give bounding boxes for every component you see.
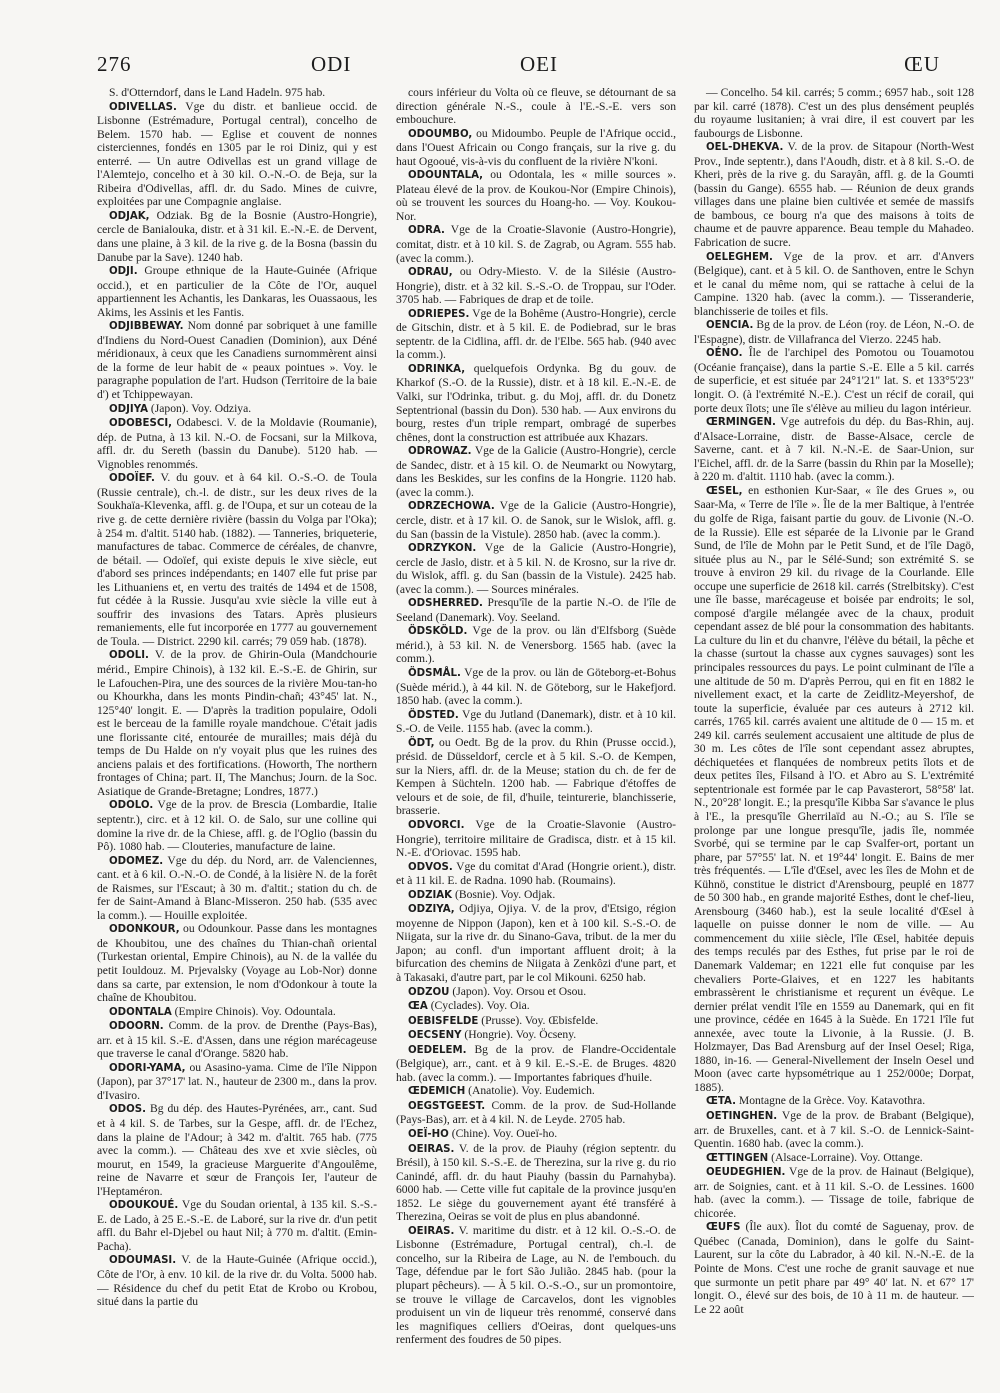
dictionary-entry (694, 415, 974, 484)
text-columns (97, 86, 974, 1373)
dictionary-entry (97, 798, 377, 853)
dictionary-entry (396, 307, 676, 362)
dictionary-entry (396, 596, 676, 624)
dictionary-entry (694, 346, 974, 415)
dictionary-entry (97, 1253, 377, 1308)
entry-text: (Anatolie). Voy. Eudemich. (468, 1084, 595, 1098)
entry-text: Vge du Jutland (Danemark), distr. et à 10 kil. S.-O. de Veile. 1155 hab. (avec la comm.). (396, 707, 676, 736)
entry-text: (Île aux). Îlot du comté de Saguenay, prov. de Québec (Canada, Dominion), dans le golfe du Saint-Laurent, sur la côte du Labrador, à 40 kil. N.-N.-E. de la Pointe de Mons. C'est une roche de granit sauvage et nue que surmonte un petit phare par 49° 40' lat. N. et 67° 17' longit. O., élevé sur des bois, de 10 à 11 m. de hauteur. — Le 22 août (694, 1220, 974, 1316)
entry-headword: ŒA (408, 1001, 428, 1013)
dictionary-entry (694, 1109, 974, 1151)
entry-text: Vge de la prov. et arr. d'Anvers (Belgique), cant. et à 5 kil. O. de Santhoven, entre le Schyn et le canal du même nom, qui se rattache à celui de la Campine. 1320 hab. (avec la comm.). — Tisseranderie, blanchisserie de toiles et fils. (694, 249, 974, 318)
dictionary-entry (97, 1061, 377, 1103)
dictionary-entry (97, 854, 377, 923)
dictionary-entry (97, 471, 377, 648)
dictionary-entry (694, 1094, 974, 1109)
entry-headword: ODVORCI. (408, 819, 465, 831)
entry-headword: OECSENY (408, 1030, 462, 1042)
dictionary-entry (396, 1142, 676, 1224)
entry-text: ou Odry-Miesto. V. de la Silésie (Austro-Hongrie), distr. et à 32 kil. S.-S.-O. de Troppau, sur l'Oder. 3705 hab. — Fabriques de drap et de toile. (396, 265, 676, 307)
entry-text: Vge du distr. et banlieue occid. de Lisbonne (Estrémadure, Portugal central), concelho de Belem. 1570 hab. — Eglise et couvent de nonnes cisterciennes, fondés en 1305 par le roi Diniz, qui y est enterré. — Un autre Odivellas est un grand village de l'Alemtejo, concelho et à 30 kil. O.-N.-O. de Beja, sur la Ribeira d'Odivellas, affl. dr. du Sado. Mines de cuivre, exploitées par une Compagnie anglaise. (97, 99, 377, 209)
entry-text: V. du gouv. et à 64 kil. O.-S.-O. de Toula (Russie centrale), ch.-l. de distr., sur les deux rives de la Soukhaïa-Klevenka, affl. g. de l'Oupa, et sur un coteau de la rive g. de cette dernière rivière (bassin du Volga par l'Oka); à 254 m. d'altit. 5140 hab. (1882). — Tanneries, briqueterie, manufactures de tabac. Commerce de céréales, de chanvre, de bétail. — Odoïef, qui existe depuis le xive siècle, eut d'abord ses princes indépendants; en 1407 elle fut prise par les Lithuaniens et, en vertu des traités de 1494 et de 1508, fut cédée à la Russie. Jusqu'au xvie siècle la ville eut à souffrir des invasions des Tatars. Après plusieurs remaniements, elle fut incorporée en 1777 au gouvernement de Toula. — District. 2290 kil. carrés; 79 059 hab. (1878). (97, 471, 377, 648)
entry-text: Vge de la prov. ou län d'Elfsborg (Suède mérid.), à 53 kil. N. de Venersborg. 1565 hab. (avec la comm.). (396, 624, 676, 666)
dictionary-entry (97, 100, 377, 209)
guide-word-center: OEI (520, 52, 558, 76)
dictionary-entry (396, 1028, 676, 1043)
entry-headword: ODORI-YAMA, (109, 1062, 186, 1074)
dictionary-entry (694, 1165, 974, 1220)
dictionary-entry (396, 999, 676, 1014)
entry-headword: OEL-DHEKVA. (706, 142, 784, 154)
dictionary-entry (396, 1043, 676, 1085)
dictionary-entry (396, 902, 676, 984)
entry-text: (Chine). Voy. Oueï-ho. (451, 1127, 558, 1141)
entry-text: Comm. de la prov. de Drenthe (Pays-Bas), arr. et à 15 kil. S.-E. d'Assen, dans une région marécageuse que traverse le canal d'Orange. 5820 hab. (97, 1019, 377, 1061)
dictionary-entry (694, 318, 974, 346)
entry-text: (Japon). Voy. Orsou et Osou. (452, 984, 587, 998)
entry-text: V. de la prov. de Ghirin-Oula (Mandchourie mérid., Empire Chinois), à 132 kil. E.-S.-E. de Ghirin, sur le Lafouchen-Pira, une des sources de la rivière Mou-tan-ho ou Khourkha, dans les monts Pindin-chañ; 43°45' lat. N., 125°40' longit. E. — D'après la tradition populaire, Odoli est le berceau de la famille royale mandchoue. C'était jadis une florissante cité, entourée de murailles; mais déjà du temps de Du Halde on n'y voyait plus que les ruines des anciens palais et des fortifications. (Howorth, The northern frontages of China; part. II, The Manchus; Journ. de la Soc. Asiatique de Grande-Bretagne; Londres, 1877.) (97, 648, 377, 798)
entry-headword: ODZIYA, (408, 904, 455, 916)
dictionary-entry (694, 1151, 974, 1166)
entry-headword: ODOORN. (109, 1021, 164, 1033)
entry-headword: OEIRAS. (408, 1225, 455, 1237)
dictionary-entry (396, 86, 676, 127)
entry-headword: ODOLI. (109, 650, 149, 662)
entry-headword: ŒTA. (706, 1096, 736, 1108)
dictionary-entry (396, 127, 676, 169)
entry-headword: OÉNO. (706, 348, 743, 360)
dictionary-entry (396, 985, 676, 1000)
entry-text: ou Asasino-yama. Cime de l'île Nippon (Japon), par 37°17' lat. N., hauteur de 2300 m., dans la prov. d'Ivasiro. (97, 1060, 377, 1102)
entry-headword: ODSHERRED. (408, 598, 483, 610)
dictionary-entry (396, 541, 676, 596)
entry-headword: ODOBESCI, (109, 418, 172, 430)
entry-text: Presqu'île de la partie N.-O. de l'île de Seeland (Danemark). Voy. Seeland. (396, 596, 676, 624)
entry-headword: ODJIYA (109, 403, 148, 415)
entry-headword: ODVOS. (408, 861, 453, 873)
entry-text: V. de la prov. de Piauhy (région septentr. du Brésil), à 150 kil. S.-S.-E. de Therezina, sur la rive g. du rio Canindé, affl. dr. du haut Piauhy (bassin du Parnahyba). 6000 hab. — Cette ville fut capitale de la province jusqu'en 1852. Le siège du gouvernement ayant été transféré à Therezina, Oeiras se voit de plus en plus abandonné. (396, 1141, 676, 1224)
entry-headword: ODOUMASI. (109, 1255, 177, 1267)
dictionary-entry (396, 818, 676, 860)
page-number: 276 (97, 52, 132, 76)
entry-text: Vge de la Galicie (Austro-Hongrie), cercle de Sandec, distr. et à 15 kil. O. de Neumarkt ou Nowytarg, dans les Beskides, sur les confins de la Hongrie. 1120 hab. (avec la comm.). (396, 444, 676, 499)
dictionary-entry (396, 223, 676, 265)
entry-headword: ŒUFS (706, 1222, 741, 1234)
dictionary-entry (396, 624, 676, 666)
entry-headword: OEBISFELDE (408, 1015, 479, 1027)
entry-text: — Concelho. 54 kil. carrés; 5 comm.; 6957 hab., soit 128 par kil. carré (1878). C'est un des plus densément peuplés du royaume lusitanien; à vrai dire, il est couvert par les faubourgs de Lisbonne. (694, 86, 974, 140)
entry-headword: OETINGHEN. (706, 1111, 778, 1123)
dictionary-entry (694, 250, 974, 319)
entry-text: Odjiya, Ojiya. V. de la prov, d'Etsigo, région moyenne de Nippon (Japon), ken et à 100 kil. S.-S.-O. de Niigata, sur la rive dr. du Sinano-Gava, tribut. de la mer du Japon; au confl. d'un important affluent droit; à la bifurcation des chemins de Niigata à Zenkôzi d'une part, et à Takasaki, d'autre part, par le col Mikouni. 6250 hab. (396, 902, 676, 984)
entry-text: Vge de la Galicie (Austro-Hongrie), cercle de Jaslo, distr. et à 5 kil. N. de Krosno, sur la rive dr. du Wislok, affl. g. du San (bassin de la Vistule). 2425 hab. (avec la comm.). — Sources minérales. (396, 541, 676, 596)
entry-text: Vge du Soudan oriental, à 135 kil. S.-S.-E. de Lado, à 25 E.-S.-E. de Laboré, sur la rive dr. d'un petit affl. du Bahr el-Djebel ou haut Nil; à 770 m. d'altit. (Emin-Pacha). (97, 1198, 377, 1253)
entry-text: V. maritime du distr. et à 12 kil. O.-S.-O. de Lisbonne (Estrémadure, Portugal central), ch.-l. de concelho, sur la Ribeira de Lage, au N. de l'embouch. du Tage, défendue par le fort São Julião. 2845 hab. (pour la plupart pêcheurs). — À 5 kil. O.-S.-O., sur un promontoire, se trouve le village de Carcavelos, dont les vignobles produisent un vin de liqueur très renommé, conservé dans les magnifiques celliers d'Oeiras, dont quelques-uns renferment des foudres de 50 pipes. (396, 1223, 676, 1347)
entry-text: (Japon). Voy. Odziya. (150, 401, 252, 415)
entry-text: Vge du comitat d'Arad (Hongrie orient.), distr. et à 11 kil. E. de Radna. 1090 hab. (Roumains). (396, 859, 676, 888)
dictionary-entry (694, 1220, 974, 1316)
entry-headword: ŒDEMICH (408, 1086, 466, 1098)
entry-text: (Empire Chinois). Voy. Odountala. (174, 1004, 336, 1018)
entry-text: Vge de la prov. de Brabant (Belgique), arr. de Bruxelles, cant. et à 7 kil. S.-O. de Lennick-Saint-Quentin. 1680 hab. (avec la comm.). (694, 1109, 974, 1151)
entry-headword: ODZIAK (408, 889, 453, 901)
entry-text: ou Odounkour. Passe dans les montagnes de Khoubitou, une des chaînes du Thian-chañ oriental (Turkestan oriental, Empire Chinois), au N. de la vallée du petit Iouldouz. M. Prjevalsky (Voyage au Lob-Nor) donne dans sa carte, par extension, le nom d'Odonkour à toute la chaîne de Khoubitou. (97, 922, 377, 1005)
entry-headword: ŒTTINGEN (706, 1152, 769, 1164)
entry-text: Bg de la prov. de Flandre-Occidentale (Belgique), arr., cant. et à 9 kil. E.-S.-E. de Bruges. 4820 hab. (avec la comm.). — Importantes fabriques d'huile. (396, 1042, 676, 1084)
dictionary-entry (396, 1224, 676, 1347)
dictionary-entry (396, 888, 676, 903)
dictionary-entry (396, 1127, 676, 1142)
entry-text: Vge de la Croatie-Slavonie (Austro-Hongrie), comitat, distr. et à 10 kil. S. de Zagrab, ou Agram. 555 hab. (avec la comm.). (396, 223, 676, 265)
entry-text: Odziak. Bg de la Bosnie (Austro-Hongrie), cercle de Banialouka, distr. et à 31 kil. E.-N.-E. de Dervent, dans une plaine, à 3 kil. de la rive g. de la Bosna (bassin du Danube par la Save). 1240 hab. (97, 208, 377, 264)
entry-text: Vge de la prov. ou län de Göteborg-et-Bohus (Suède mérid.), à 44 kil. N. de Göteborg, sur le Hakefjord. 1850 hab. (avec la comm.). (396, 665, 676, 708)
entry-text: (Hongrie). Voy. Öcseny. (464, 1028, 577, 1042)
entry-headword: ÖDSTED. (408, 709, 459, 721)
entry-headword: ODOUKOUÉ. (109, 1200, 179, 1212)
entry-text: Bg de la prov. de Léon (roy. de Léon, N.-O. de l'Espagne), distr. de Villafranca del Vierzo. 2245 hab. (694, 318, 974, 346)
dictionary-entry (396, 666, 676, 708)
dictionary-entry (97, 319, 377, 401)
dictionary-entry (97, 86, 377, 100)
entry-text: Nom donné par sobriquet à une famille d'Indiens du Nord-Ouest Canadien (Dominion), aux Déné méridionaux, à ceux que les Canadiens surnommèrent ainsi de la forme de leur habit de « peaux pointues ». Voy. le paragraphe population de l'art. Hudson (Territoire de la baie d') et Tchippewayan. (97, 319, 377, 402)
entry-text: (Bosnie). Voy. Odjak. (454, 887, 556, 901)
entry-text: Vge de la Bohême (Austro-Hongrie), cercle de Gitschin, distr. et à 5 kil. E. de Podiebrad, sur le bras septentr. de la Cidlina, affl. dr. de l'Elbe. 565 hab. (940 avec la comm.). (396, 306, 676, 362)
entry-text: (Cyclades). Voy. Oia. (430, 999, 530, 1013)
column-right (694, 86, 974, 1373)
entry-text: Bg du dép. des Hautes-Pyrénées, arr., cant. Sud et à 4 kil. S. de Tarbes, sur la Gespe, affl. dr. de l'Echez, dans la plaine de l'Adour; à 342 m. d'altit. 765 hab. (775 avec la comm.). — Château des xve et xvie siècles, où mourut, en 1549, la gracieuse Marguerite d'Angoulême, reine de Navarre et sœur de François Ier, l'auteur de l'Heptaméron. (97, 1102, 377, 1198)
entry-text: V. de la Haute-Guinée (Afrique occid.), Côte de l'Or, à env. 10 kil. de la rive dr. du Volta. 5000 hab. — Résidence du chef du petit Etat de Krobo ou Krobou, situé dans la partie du (97, 1253, 377, 1309)
dictionary-entry (97, 1019, 377, 1061)
dictionary-entry (97, 922, 377, 1004)
entry-headword: ODOÏEF. (109, 473, 155, 485)
dictionary-entry (694, 86, 974, 140)
entry-text: quelquefois Ordynka. Bg du gouv. de Kharkof (S.-O. de la Russie), distr. et à 18 kil. E.-N.-E. de Valki, sur l'Odrinka, tribut. g. du Moj, affl. dr. du Donetz Septentrional (bassin du Don). 530 hab. — Aux environs du bourg, restes d'un triple rempart, ombragé de superbes chênes, dont la construction est attribuée aux Khazars. (396, 361, 676, 444)
column-left (97, 86, 377, 1373)
entry-headword: ODRZECHOWA. (408, 501, 495, 513)
entry-text: Vge de la prov. de Hainaut (Belgique), arr. de Soignies, cant. et à 11 kil. S.-O. de Lessines. 1600 hab. (avec la comm.). — Tissage de toile, fabrique de chicorée. (694, 1165, 974, 1220)
column-middle (396, 86, 676, 1373)
entry-text: (Prusse). Voy. Œbisfelde. (481, 1013, 599, 1027)
entry-text: V. de la prov. de Sitapour (North-West Prov., Inde septentr.), dans l'Aoudh, distr. et à 8 kil. S.-O. de Kheri, près de la rive g. du Sarayân, affl. g. de la Goumti (bassin du Gange). 6555 hab. — Réunion de deux grands villages dans une plaine bien cultivée et semée de massifs de bambous, ce bourg n'a que des maisons à toits de chaume et de pauvre apparence. Beau temple du Mahadeo. Fabrication de sucre. (694, 140, 974, 250)
dictionary-entry (694, 484, 974, 1095)
dictionary-entry (396, 1084, 676, 1099)
dictionary-entry (694, 140, 974, 249)
entry-text: Vge du dép. du Nord, arr. de Valenciennes, cant. et à 6 kil. O.-N.-O. de Condé, à la lisière N. de la forêt de Raismes, sur l'Escaut; à 30 m. d'altit.; station du ch. de fer de Saint-Amand à Blanc-Misseron. 250 hab. (535 avec la comm.). — Houille exploitée. (97, 853, 377, 922)
dictionary-entry (396, 168, 676, 223)
entry-text: Île de l'archipel des Pomotou ou Touamotou (Océanie française), dans la partie S.-E. Elle a 5 kil. carrés de superficie, et est située par 24°1'21" lat. S. et 133°5'23" longit. O. (à l'extrémité N.-E.). C'est un récif de corail, qui porte deux îlots; une île s'élève au milieu du lagon intérieur. (694, 346, 974, 415)
entry-headword: ÖDSMÅL. (408, 667, 461, 679)
entry-headword: ŒSEL, (706, 485, 743, 497)
entry-text: Comm. de la prov. de Sud-Hollande (Pays-Bas), arr. et à 4 kil. N. de Leyde. 2705 hab. (396, 1098, 676, 1127)
entry-headword: ŒRMINGEN. (706, 417, 776, 429)
entry-headword: ODOLO. (109, 800, 154, 812)
dictionary-entry (396, 860, 676, 888)
dictionary-entry (97, 1198, 377, 1253)
entry-text: Vge de la Galicie (Austro-Hongrie), cercle, distr. et à 17 kil. O. de Sanok, sur le Wislok, affl. g. du San (bassin de la Vistule). 2850 hab. (avec la comm.). (396, 499, 676, 541)
entry-headword: OEIRAS. (408, 1143, 455, 1155)
dictionary-entry (97, 648, 377, 798)
entry-text: Groupe ethnique de la Haute-Guinée (Afrique occid.), et en particulier de la Côte de l'Or, auquel appartiennent les Achantis, les Dankaras, les Ouassaous, les Akims, les Assinis et les Fantis. (97, 264, 377, 319)
entry-text: Odabesci. V. de la Moldavie (Roumanie), dép. de Putna, à 13 kil. N.-O. de Focsani, sur la Milkova, affl. dr. du Sereth (bassin du Danube). 5120 hab. — Vignobles renommés. (97, 416, 377, 471)
entry-headword: ODIVELLAS. (109, 101, 177, 113)
entry-text: ou Midoumbo. Peuple de l'Afrique occid., dans l'Ouest Africain ou Congo français, sur la rive g. du haut Ogooué, vis-à-vis du confluent de la rivière N'koni. (396, 126, 676, 168)
entry-headword: ODROWAZ. (408, 446, 472, 458)
entry-headword: ODONTALA (109, 1006, 172, 1018)
entry-headword: OENCIA. (706, 320, 754, 332)
entry-headword: ODZOU (408, 986, 450, 998)
dictionary-entry (97, 402, 377, 417)
entry-headword: OELEGHEM. (706, 251, 773, 263)
dictionary-entry (396, 708, 676, 736)
dictionary-entry (97, 1102, 377, 1198)
dictionary-entry (396, 736, 676, 818)
entry-headword: ODRAU, (408, 267, 453, 279)
entry-headword: ODOMEZ. (109, 855, 164, 867)
entry-headword: ODJAK, (109, 210, 150, 222)
entry-headword: OEDELEM. (408, 1044, 467, 1056)
entry-text: (Alsace-Lorraine). Voy. Ottange. (771, 1150, 923, 1164)
entry-headword: ODJI. (109, 266, 138, 278)
entry-headword: ODOS. (109, 1104, 146, 1116)
entry-headword: ODOUNTALA, (408, 170, 484, 182)
dictionary-entry (396, 265, 676, 307)
guide-word-left: ODI (311, 52, 352, 76)
entry-headword: OEÏ-HO (408, 1129, 449, 1141)
dictionary-entry (396, 444, 676, 499)
entry-text: Vge de la Croatie-Slavonie (Austro-Hongrie), territoire militaire de Gradisca, distr. et à 15 kil. N.-E. d'Oriovac. 1595 hab. (396, 817, 676, 860)
dictionary-entry (97, 416, 377, 471)
guide-word-right: ŒU (904, 52, 940, 76)
entry-headword: OEUDEGHIEN. (706, 1167, 786, 1179)
dictionary-entry (97, 264, 377, 319)
dictionary-entry (396, 362, 676, 444)
entry-headword: OEGSTGEEST. (408, 1100, 486, 1112)
entry-headword: ODRINKA, (408, 363, 466, 375)
entry-text: Vge de la prov. de Brescia (Lombardie, Italie septentr.), circ. et à 12 kil. O. de Salo, sur une colline qui domine la rive dr. de la Chiese, affl. g. de l'Oglio (bassin du Pô). 1080 hab. — Clouteries, manufacture de laine. (97, 798, 377, 854)
dictionary-entry (396, 1099, 676, 1127)
entry-text: S. d'Otterndorf, dans le Land Hadeln. 975 hab. (109, 86, 326, 99)
entry-text: Vge autrefois du dép. du Bas-Rhin, auj. d'Alsace-Lorraine, distr. de Basse-Alsace, cercle de Saverne, cant. et à 7 kil. N.-N.-E. de Saar-Union, sur l'Eichel, affl. dr. de la Sarre (bassin du Rhin par la Moselle); à 220 m. d'altit. 1110 hab. (avec la comm.). (694, 415, 974, 484)
dictionary-entry (396, 499, 676, 541)
entry-text: cours inférieur du Volta où ce fleuve, se détournant de sa direction générale N.-S., coule à l'E.-S.-E. vers son embouchure. (396, 86, 676, 127)
entry-text: ou Oedt. Bg de la prov. du Rhin (Prusse occid.), présid. de Düsseldorf, cercle et à 5 kil. S.-O. de Kempen, sur la Niers, affl. dr. de la Meuse; station du ch. de fer de Kempen à Süchteln. 1200 hab. — Fabrique d'étoffes de velours et de soie, de fil, d'huile, teinturerie, blanchisserie, brasserie. (396, 735, 676, 818)
entry-headword: ODRA. (408, 225, 445, 237)
entry-headword: ODOUMBO, (408, 128, 473, 140)
entry-headword: ODRZYKON. (408, 543, 477, 555)
entry-headword: ÖDT, (408, 737, 435, 749)
dictionary-entry (396, 1014, 676, 1029)
entry-headword: ODJIBBEWAY. (109, 321, 184, 333)
entry-headword: ODONKOUR, (109, 924, 180, 936)
dictionary-entry (97, 209, 377, 264)
entry-text: en esthonien Kur-Saar, « île des Grues », ou Saar-Ma, « Terre de l'île ». Île de la mer Baltique, à l'entrée du golfe de Riga, faisant partie du gouv. de Livonie (N.-O. de la Russie). Elle est séparée de la Livonie par le Grand Sund, de l'île de Mohn par le Petit Sund, et de l'île Dagö, située plus au N., par le Sélé-Sund; son extrémité S. se trouve à environ 29 kil. du rivage de la Courlande. Elle occupe une superficie de 2618 kil. carrés (Strelbitsky). C'est une île basse, marécageuse et boisée par endroits; le sol, composé d'argile mélangée avec de la chaux, produit cependant assez de blé pour la consommation des habitants. La culture du lin et du chanvre, l'élève du bétail, la pêche et la chasse (surtout la chasse aux cygnes sauvages) sont les principales ressources du pays. Le point culminant de l'île a une altitude de 50 m. D'après Perrou, qui en fit en 1882 le nivellement exact, et la carte de Zeidlitz-Meyershof, de toute la superficie, évaluée par ces auteurs à 2712 kil. carrés, 1765 kil. carrés avaient une altitude de 0 — 15 m. et 249 kil. carrés seulement accusaient une altitude de plus de 30 m. Les côtes de l'île sont cependant assez abruptes, déchiquetées et flanquées de nombreux petits îlots et de deux petites îles, Filsand à l'O. et Abro au S. L'extrémité septentrionale est formée par le cap Pavasterort, 58°58' lat. N., 20°28' longit. E.; la presqu'île Kibba Sar s'avance le plus à l'E., la presqu'île Gherrilaïd au N.-O.; au S. l'île se prolonge par une longue presqu'île, jadis île, nommée Svorbé, qui se termine par le cap Svalfer-ort, portant un phare, par 57°55' lat. N. et 19°44' longit. E. Bains de mer très fréquentés. — L'île d'Œsel, avec les îles de Mohn et de Kühnö, constitue le district d'Arensbourg, peuplé en 1877 de 50 300 hab., en grande majorité Esthes, dont le chef-lieu, Arensbourg (3460 hab.), est la seule localité d'Œsel à laquelle on puisse donner le nom de ville. — Au commencement du xiiie siècle, l'île Œsel, habitée depuis des temps reculés par des Esthes, fut prise par le roi de Danemark Valdemar; en 1221 elle fut conquise par les chevaliers Porte-Glaives, et en 1227 les habitants embrassèrent le christianisme et reçurent un évêque. Le dernier prélat vendit l'île en 1559 au Danemark, qui en fit une province, cédée en 1645 à la Suède. En 1721 l'île fut annexée, avec toute la Livonie, à la Russie. (J. B. Holzmayer, Das Bad Arensburg auf der Insel Oesel; Riga, 1880, in-16. — General-Nivellement der Inseln Oesel und Moon (avec carte hypsométrique au 1 252/000e; Dorpat, 1885). (694, 483, 974, 1094)
dictionary-entry (97, 1005, 377, 1020)
entry-headword: ÖDSKÖLD. (408, 626, 468, 638)
entry-text: Montagne de la Grèce. Voy. Katavothra. (738, 1094, 926, 1108)
running-header (97, 52, 940, 82)
entry-headword: ODRIEPES. (408, 308, 470, 320)
entry-text: ou Odontala, les « mille sources ». Plateau élevé de la prov. de Koukou-Nor (Empire Chinois), où se trouvent les sources du Hoang-ho. — Voy. Koukou-Nor. (396, 168, 676, 223)
